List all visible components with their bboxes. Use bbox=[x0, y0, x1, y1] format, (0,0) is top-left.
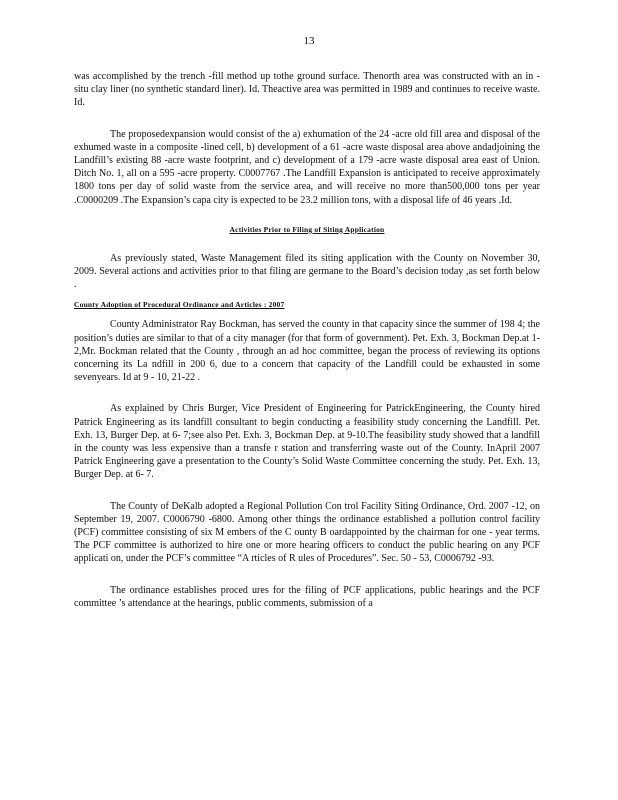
paragraph-6: The County of DeKalb adopted a Regional Pollution Con trol Facility Siting Ordinance, Ord. 2007 -12, on September 19, 2007. C0006790 -6800. Among other things the ordinance established a pollution control facility (PCF) committee consisting of six M embers of the C ounty B oardappointed by the chairman for one - year terms. The PCF committee is authorized to hire one or more hearing officers to conduct the public hearing on any PCF applicati on, under the PCF’s committee “A rticles of R ules of Procedures”. Sec. 50 - 53, C0006792 -93. bbox=[74, 500, 540, 565]
paragraph-2: The proposedexpansion would consist of the a) exhumation of the 24 -acre old fill area and disposal of the exhumed waste in a composite -lined cell, b) development of a 61 -acre waste disposal area above andadjoining the Landfill’s existing 88 -acre waste footprint, and c) development of a 179 -acre waste disposal area east of Union. Ditch No. 1, all on a 595 -acre property. C0007767 .The Landfill Expansion is anticipated to receive approximately 1800 tons per day of solid waste from the service area, and will receive no more than500,000 tons per year .C0000209 .The Expansion’s capa city is expected to be 23.2 million tons, with a disposal life of 46 years .Id. bbox=[74, 128, 540, 206]
paragraph-7: The ordinance establishes proced ures for the filing of PCF applications, public hearings and the PCF committee ’s attendance at the hearings, public comments, submission of a bbox=[74, 584, 540, 609]
page-number: 13 bbox=[303, 35, 315, 47]
section-heading-county-adoption: County Adoption of Procedural Ordinance and Articles : 2007 bbox=[74, 300, 285, 310]
section-heading-activities: Activities Prior to Filing of Siting Application bbox=[229, 224, 385, 234]
paragraph-4: County Administrator Ray Bockman, has served the county in that capacity since the summer of 198 4; the position’s duties are similar to that of a city manager (for that form of government). Pet. Exh. 3, Bockman Dep.at 1-2,Mr. Bockman related that the County , through an ad hoc committee, began the process of reviewing its options concerning its La ndfill in 200 6, due to a concern that capacity of the Landfill could be exhausted in some sevenyears. Id at 9 - 10, 21-22 . bbox=[74, 319, 540, 384]
document-body bbox=[74, 70, 540, 610]
paragraph-5: As explained by Chris Burger, Vice President of Engineering for PatrickEngineering, the County hired Patrick Engineering as its landfill consultant to begin conducting a feasibility study concerning the Landfill. Pet. Exh. 13, Burger Dep. at 6- 7;see also Pet. Exh. 3, Bockman Dep. at 9-10.The feasibility study showed that a landfill in the county was less expensive than a transfe r station and transferring waste out of the County. InApril 2007 Patrick Engineering gave a presentation to the County’s Solid Waste Committee concerning the study. Pet. Exh. 13, Burger Dep. at 6- 7. bbox=[74, 403, 540, 481]
paragraph-3: As previously stated, Waste Management filed its siting application with the County on November 30, 2009. Several actions and activities prior to that filing are germane to the Board’s decision today ,as set forth below . bbox=[74, 252, 540, 291]
paragraph-1: was accomplished by the trench -fill method up tothe ground surface. Thenorth area was constructed with an in - situ clay liner (no synthetic standard liner). Id. Theactive area was permitted in 1989 and continues to receive waste. Id. bbox=[74, 71, 540, 109]
